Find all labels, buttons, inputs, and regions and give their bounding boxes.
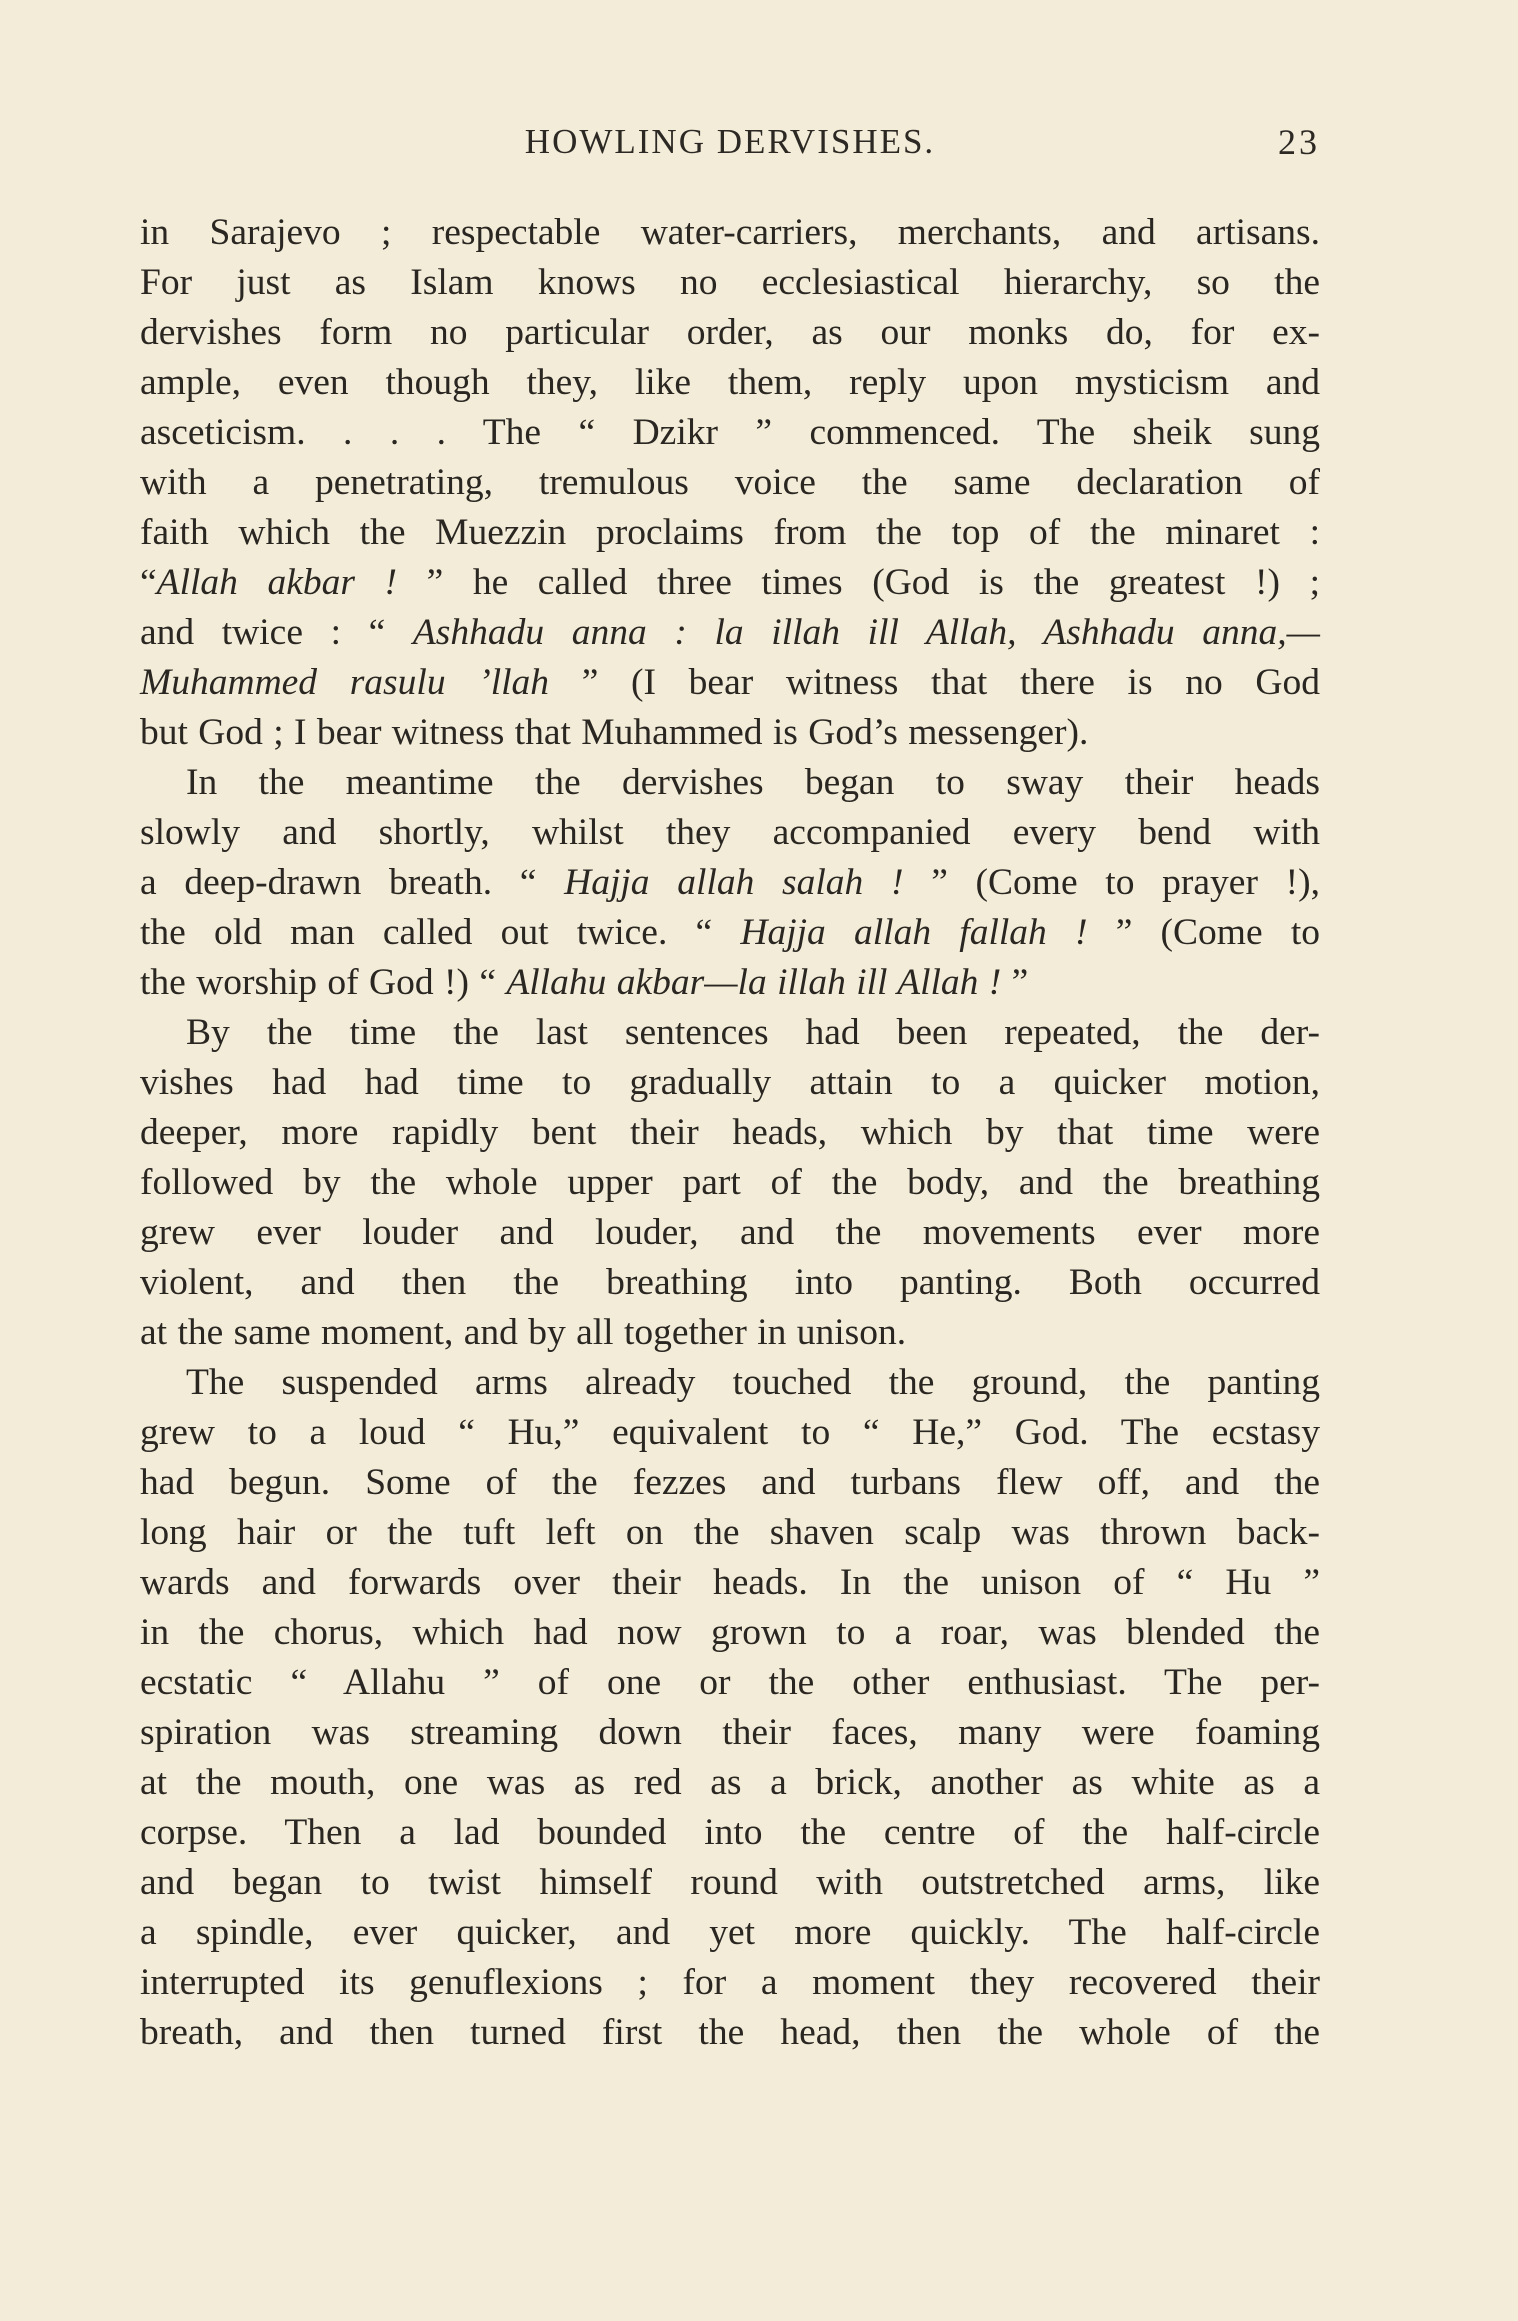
italic-text: Muhammed rasulu ’llah: [140, 662, 550, 703]
text-run: the old man called out twice. “: [140, 912, 741, 953]
text-run: vishes had had time to gradually attain to a quicker motion,: [140, 1062, 1320, 1103]
text-line: [140, 1158, 1320, 1208]
text-run: ” (I bear witness that there is no God: [549, 662, 1320, 703]
text-line: [140, 508, 1320, 558]
text-line: [140, 608, 1320, 658]
text-line: [140, 458, 1320, 508]
text-line: [140, 758, 1320, 808]
italic-text: Allah akbar !: [156, 562, 398, 603]
text-run: the worship of God !) “: [140, 962, 507, 1003]
text-line: [140, 1808, 1320, 1858]
text-run: interrupted its genuflexions ; for a moment they recovered their: [140, 1962, 1320, 2003]
italic-text: Ashhadu anna : la illah ill Allah, Ashhadu anna,—: [412, 612, 1320, 653]
text-line: [140, 1308, 1320, 1358]
text-line: [140, 1208, 1320, 1258]
text-run: had begun. Some of the fezzes and turbans flew off, and the: [140, 1462, 1320, 1503]
text-line: [140, 1958, 1320, 2008]
text-line: [140, 258, 1320, 308]
text-run: slowly and shortly, whilst they accompanied every bend with: [140, 812, 1320, 853]
text-run: ” (Come to prayer !),: [903, 862, 1320, 903]
text-line: [140, 308, 1320, 358]
text-line: [140, 1708, 1320, 1758]
text-line: [140, 1908, 1320, 1958]
text-run: corpse. Then a lad bounded into the centre of the half-circle: [140, 1812, 1320, 1853]
text-run: violent, and then the breathing into panting. Both occurred: [140, 1262, 1320, 1303]
text-run: a spindle, ever quicker, and yet more quickly. The half-circle: [140, 1912, 1320, 1953]
italic-text: Hajja allah salah !: [564, 862, 904, 903]
text-run: followed by the whole upper part of the body, and the breathing: [140, 1162, 1320, 1203]
text-line: [140, 1758, 1320, 1808]
text-line: [140, 1858, 1320, 1908]
text-run: with a penetrating, tremulous voice the same declaration of: [140, 462, 1320, 503]
text-run: deeper, more rapidly bent their heads, which by that time were: [140, 1112, 1320, 1153]
text-run: The suspended arms already touched the ground, the panting: [186, 1362, 1320, 1403]
text-line: [140, 408, 1320, 458]
body-text: [140, 208, 1320, 2058]
text-line: [140, 558, 1320, 608]
text-line: [140, 908, 1320, 958]
text-run: By the time the last sentences had been repeated, the der-: [186, 1012, 1320, 1053]
text-line: [140, 208, 1320, 258]
text-line: [140, 708, 1320, 758]
text-run: and twice : “: [140, 612, 413, 653]
text-line: [140, 1358, 1320, 1408]
text-run: grew to a loud “ Hu,” equivalent to “ He,” God. The ecstasy: [140, 1412, 1320, 1453]
text-run: dervishes form no particular order, as our monks do, for ex-: [140, 312, 1320, 353]
text-line: [140, 1008, 1320, 1058]
running-title: HOWLING DERVISHES.: [524, 122, 936, 161]
italic-text: Allahu akbar—la illah ill Allah !: [506, 962, 1002, 1003]
italic-text: Hajja allah fallah !: [740, 912, 1088, 953]
text-line: [140, 358, 1320, 408]
text-line: [140, 1558, 1320, 1608]
text-run: ample, even though they, like them, reply upon mysticism and: [140, 362, 1320, 403]
text-run: breath, and then turned first the head, then the whole of the: [140, 2012, 1320, 2053]
text-line: [140, 808, 1320, 858]
text-run: “: [140, 562, 157, 603]
page-number: 23: [1278, 122, 1320, 162]
text-line: [140, 1508, 1320, 1558]
text-run: and began to twist himself round with outstretched arms, like: [140, 1862, 1320, 1903]
text-run: long hair or the tuft left on the shaven scalp was thrown back-: [140, 1512, 1320, 1553]
text-run: in Sarajevo ; respectable water-carriers, merchants, and artisans.: [140, 212, 1320, 253]
text-line: [140, 1408, 1320, 1458]
text-run: in the chorus, which had now grown to a roar, was blended the: [140, 1612, 1320, 1653]
text-line: [140, 1108, 1320, 1158]
text-run: but God ; I bear witness that Muhammed is God’s messenger).: [140, 712, 1089, 753]
text-line: [140, 1458, 1320, 1508]
text-run: ecstatic “ Allahu ” of one or the other enthusiast. The per-: [140, 1662, 1320, 1703]
text-line: [140, 1258, 1320, 1308]
text-line: [140, 1658, 1320, 1708]
text-run: ” (Come to: [1087, 912, 1320, 953]
text-run: In the meantime the dervishes began to sway their heads: [186, 762, 1320, 803]
text-run: wards and forwards over their heads. In the unison of “ Hu ”: [140, 1562, 1320, 1603]
text-line: [140, 1608, 1320, 1658]
text-run: at the mouth, one was as red as a brick, another as white as a: [140, 1762, 1320, 1803]
text-line: [140, 1058, 1320, 1108]
text-run: ” he called three times (God is the greatest !) ;: [397, 562, 1320, 603]
text-line: [140, 858, 1320, 908]
running-head: [140, 118, 1320, 166]
text-line: [140, 658, 1320, 708]
text-run: a deep-drawn breath. “: [140, 862, 565, 903]
text-line: [140, 2008, 1320, 2058]
text-run: ”: [1001, 962, 1029, 1003]
text-run: faith which the Muezzin proclaims from the top of the minaret :: [140, 512, 1320, 553]
text-run: at the same moment, and by all together in unison.: [140, 1312, 907, 1353]
text-line: [140, 958, 1320, 1008]
text-run: spiration was streaming down their faces, many were foaming: [140, 1712, 1320, 1753]
text-run: asceticism. . . . The “ Dzikr ” commenced. The sheik sung: [140, 412, 1320, 453]
text-run: For just as Islam knows no ecclesiastical hierarchy, so the: [140, 262, 1320, 303]
text-run: grew ever louder and louder, and the movements ever more: [140, 1212, 1320, 1253]
